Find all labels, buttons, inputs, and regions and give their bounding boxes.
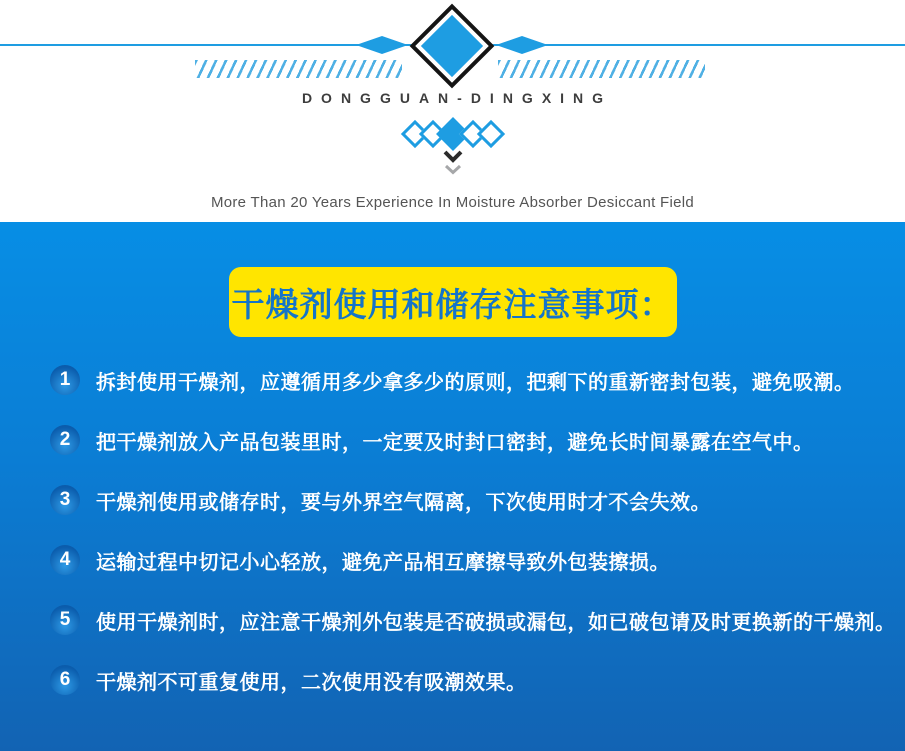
brand-header [0, 0, 905, 222]
tagline: More Than 20 Years Experience In Moisture Absorber Desiccant Field [210, 194, 695, 211]
item-text: 运输过程中切记小心轻放，避免产品相互摩擦导致外包装擦损。 [96, 551, 670, 574]
item-text: 干燥剂不可重复使用，二次使用没有吸潮效果。 [96, 671, 527, 694]
item-text: 干燥剂使用或储存时，要与外界空气隔离，下次使用时才不会失效。 [96, 491, 711, 514]
small-diamond-row-icon [0, 116, 905, 152]
list-item [50, 664, 899, 696]
list-item [50, 424, 899, 456]
notice-title-box [229, 267, 677, 337]
flat-diamond-left-icon [356, 36, 408, 54]
hatch-stripes-left-icon [195, 60, 402, 78]
chevron-down-light-icon [443, 164, 463, 175]
brand-diamond-inner [421, 15, 483, 77]
notice-section [0, 222, 905, 751]
item-text: 拆封使用干燥剂，应遵循用多少拿多少的原则，把剩下的重新密封包装，避免吸潮。 [96, 371, 855, 394]
brand-name: DONGGUAN-DINGXING [301, 90, 613, 106]
brand-diamond-icon [410, 4, 495, 89]
down-chevrons [0, 150, 905, 175]
item-number-badge: 4 [50, 545, 80, 575]
item-number-badge: 6 [50, 665, 80, 695]
flat-diamond-right-icon [496, 36, 548, 54]
outline-diamond-icon [476, 120, 504, 148]
list-item [50, 604, 899, 636]
item-number-badge: 2 [50, 425, 80, 455]
notice-list [50, 364, 899, 724]
item-number-badge: 1 [50, 365, 80, 395]
notice-title: 干燥剂使用和储存注意事项： [231, 285, 674, 323]
item-text: 使用干燥剂时，应注意干燥剂外包装是否破损或漏包，如已破包请及时更换新的干燥剂。 [96, 611, 896, 634]
item-text: 把干燥剂放入产品包装里时，一定要及时封口密封，避免长时间暴露在空气中。 [96, 431, 814, 454]
item-number-badge: 3 [50, 485, 80, 515]
hatch-stripes-right-icon [498, 60, 705, 78]
list-item [50, 484, 899, 516]
chevron-down-dark-icon [442, 150, 464, 163]
list-item [50, 364, 899, 396]
list-item [50, 544, 899, 576]
item-number-badge: 5 [50, 605, 80, 635]
